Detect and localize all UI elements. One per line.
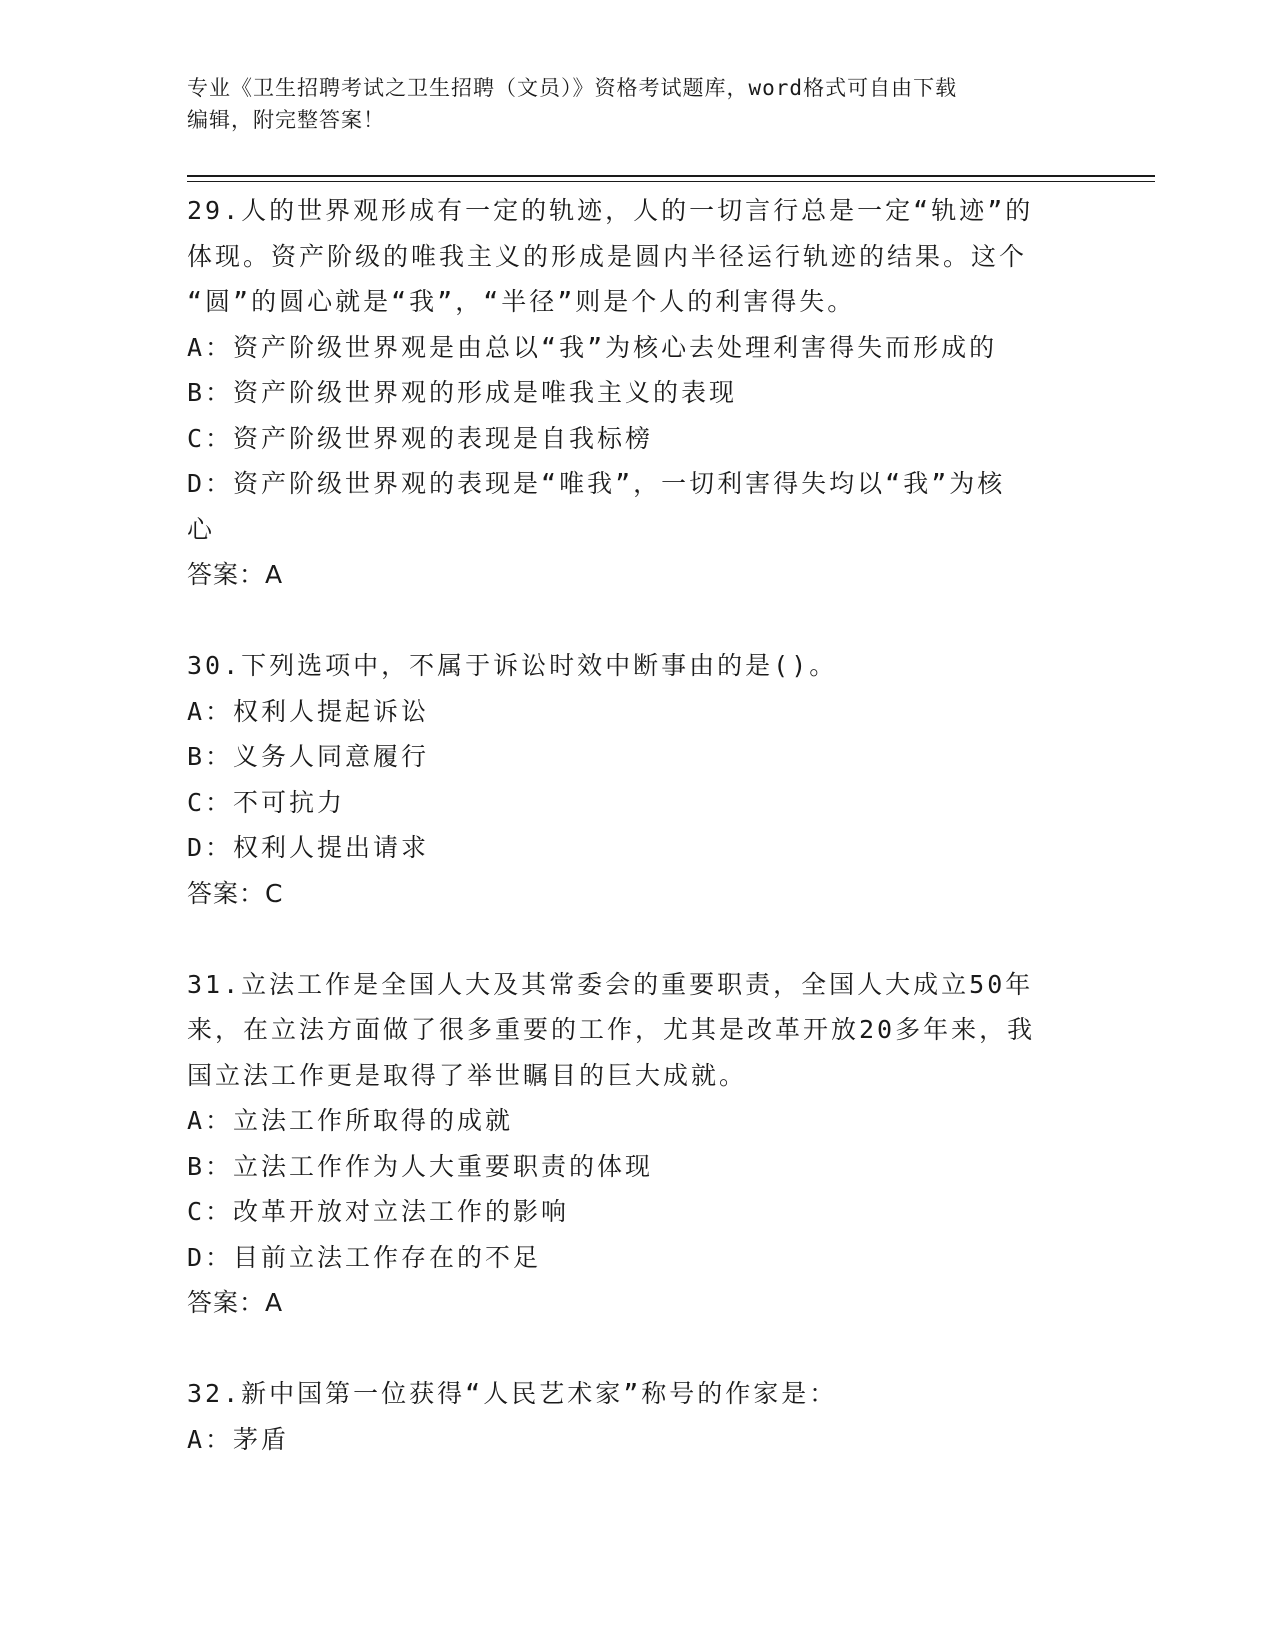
option-b: B：义务人同意履行 bbox=[187, 742, 430, 771]
question-32 bbox=[187, 1371, 1087, 1462]
question-stem-line: 30.下列选项中，不属于诉讼时效中断事由的是()。 bbox=[187, 651, 838, 680]
option-b: B：资产阶级世界观的形成是唯我主义的表现 bbox=[187, 378, 738, 407]
question-stem-line: 32.新中国第一位获得“人民艺术家”称号的作家是： bbox=[187, 1379, 838, 1408]
question-stem-line: 29.人的世界观形成有一定的轨迹，人的一切言行总是一定“轨迹”的 bbox=[187, 196, 1034, 225]
spacer bbox=[187, 916, 1087, 962]
question-stem-line: 体现。资产阶级的唯我主义的形成是圆内半径运行轨迹的结果。这个 bbox=[187, 241, 1028, 271]
question-stem-line: 来，在立法方面做了很多重要的工作，尤其是改革开放20多年来，我 bbox=[187, 1015, 1036, 1044]
document-header bbox=[187, 72, 1087, 136]
option-a: A：权利人提起诉讼 bbox=[187, 696, 430, 726]
header-line-1: 专业《卫生招聘考试之卫生招聘（文员）》资格考试题库，word格式可自由下载 bbox=[187, 76, 958, 100]
question-list bbox=[187, 188, 1087, 1462]
answer-label: 答案：C bbox=[187, 878, 284, 908]
header-divider-thin bbox=[187, 181, 1155, 182]
question-stem-line: 31.立法工作是全国人大及其常委会的重要职责，全国人大成立50年 bbox=[187, 969, 1034, 999]
spacer bbox=[187, 598, 1087, 644]
question-29 bbox=[187, 188, 1087, 598]
option-b: B：立法工作作为人大重要职责的体现 bbox=[187, 1151, 654, 1181]
option-d: D：资产阶级世界观的表现是“唯我”，一切利害得失均以“我”为核 bbox=[187, 469, 1006, 498]
question-30 bbox=[187, 643, 1087, 916]
option-c: C：资产阶级世界观的表现是自我标榜 bbox=[187, 423, 654, 453]
question-stem-line: 国立法工作更是取得了举世瞩目的巨大成就。 bbox=[187, 1060, 748, 1090]
option-d-continued: 心 bbox=[187, 514, 216, 544]
answer-label: 答案：A bbox=[187, 1288, 284, 1317]
header-line-2: 编辑，附完整答案！ bbox=[187, 108, 385, 132]
answer-label: 答案：A bbox=[187, 560, 284, 589]
spacer bbox=[187, 1326, 1087, 1372]
option-d: D：权利人提出请求 bbox=[187, 833, 430, 862]
header-divider-thick bbox=[187, 175, 1155, 177]
option-c: C：不可抗力 bbox=[187, 787, 346, 817]
option-a: A：资产阶级世界观是由总以“我”为核心去处理利害得失而形成的 bbox=[187, 332, 998, 362]
option-c: C：改革开放对立法工作的影响 bbox=[187, 1197, 570, 1226]
option-d: D：目前立法工作存在的不足 bbox=[187, 1242, 542, 1272]
question-31 bbox=[187, 962, 1087, 1326]
question-stem-line: “圆”的圆心就是“我”，“半径”则是个人的利害得失。 bbox=[187, 287, 856, 316]
option-a: A：立法工作所取得的成就 bbox=[187, 1106, 514, 1135]
option-a: A：茅盾 bbox=[187, 1424, 290, 1454]
